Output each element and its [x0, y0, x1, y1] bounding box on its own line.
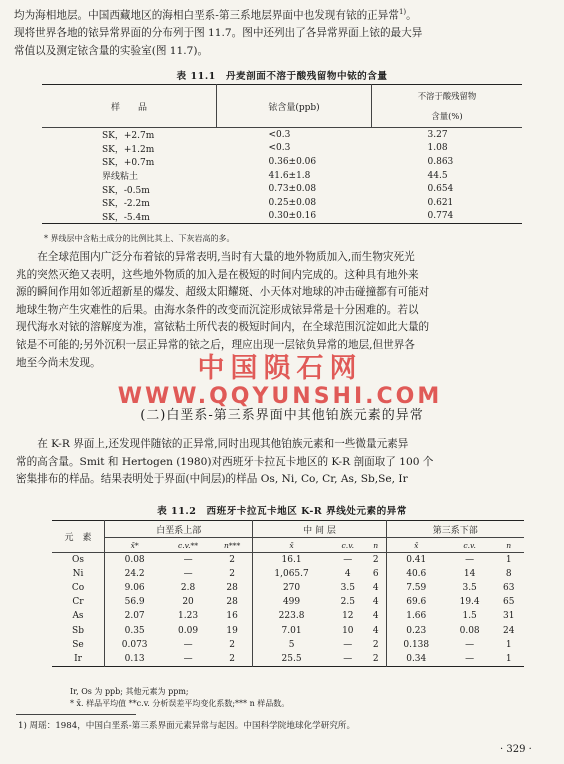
- section-title: (二)白垩系-第三系界面中其他铂族元素的异常: [140, 408, 424, 423]
- intro-line: [14, 4, 550, 25]
- table2-subhead: n***: [212, 538, 253, 553]
- table2-subhead: x̄: [289, 540, 294, 550]
- table2-cell-element: Sb: [52, 623, 105, 637]
- table2-cell-value: 2.07: [124, 611, 145, 622]
- table2-cell-value: —: [465, 639, 475, 650]
- table2-cell-value: 2: [212, 567, 253, 581]
- table2-cell-value: —: [465, 555, 475, 566]
- table2-cell-value: —: [465, 653, 475, 664]
- table2-cell-value: 31: [502, 611, 515, 622]
- para2-line: 源的瞬间作用如邻近超新星的爆发、超级太阳耀斑、小天体对地球的冲击碰撞都有可能对: [16, 286, 430, 299]
- table2-cell-value: 2: [212, 638, 253, 652]
- table2-cell-value: 7.01: [281, 625, 302, 636]
- table2-cell-value: 2.8: [180, 583, 196, 594]
- table2: [52, 520, 524, 667]
- table1-cell-ir: 41.6±1.8: [268, 170, 311, 181]
- table2-cell-value: 19.4: [459, 597, 480, 608]
- table2-cell-value: 6: [366, 567, 386, 581]
- table2-subhead: x̄: [414, 540, 419, 550]
- watermark-title: 中国陨石网: [197, 353, 363, 384]
- paragraph-pge-anomaly: [16, 436, 550, 489]
- table2-cell-value: 2: [366, 553, 386, 568]
- table1: [42, 84, 522, 224]
- table2-row: [52, 595, 524, 609]
- table2-cell-value: 0.08: [124, 555, 145, 566]
- watermark-url: WWW.QQYUNSHI.COM: [117, 384, 443, 409]
- table1-row: [42, 169, 522, 183]
- table2-subhead: n: [506, 540, 512, 550]
- table2-cell-value: 1.5: [462, 611, 477, 622]
- table2-subhead-row: [52, 538, 524, 553]
- table2-cell-value: 2: [366, 638, 386, 652]
- table2-cell-value: 4: [366, 623, 386, 637]
- table2-cell-element: Se: [52, 638, 105, 652]
- table2-row: [52, 623, 524, 637]
- para3-line: 在 K-R 界面上,还发现伴随铱的正异常,同时出现其他铂族元素和一些微量元素异: [37, 438, 409, 450]
- table2-row: [52, 652, 524, 667]
- table2-note-units: Ir, Os 为 ppb; 其他元素为 ppm;: [70, 687, 189, 696]
- footnote-rule: [16, 714, 136, 715]
- table1-note: * 界线层中含粘土成分的比例比其上、下灰岩高的多。: [44, 234, 235, 243]
- table1-cell-ir: 0.73±0.08: [268, 184, 317, 195]
- table2-subhead: x̄*: [130, 540, 139, 550]
- table2-cell-value: 0.138: [403, 639, 430, 650]
- table1-cell-sample: SK，+2.7m: [102, 131, 155, 142]
- page-number: · 329 ·: [500, 744, 532, 755]
- table1-header-row: [42, 85, 522, 128]
- table2-cell-value: 65: [502, 597, 515, 608]
- table2-cell-value: 0.073: [121, 639, 148, 650]
- table1-cell-sample: SK，-2.2m: [102, 199, 150, 210]
- intro-paragraph: [14, 4, 550, 60]
- table1-caption: 表 11.1 丹麦剖面不溶于酸残留物中铱的含量: [176, 71, 388, 82]
- intro-end: 。: [406, 9, 417, 22]
- table2-cell-value: 1.23: [178, 611, 199, 622]
- table2-cell-value: 69.6: [406, 597, 427, 608]
- table2-cell-value: 14: [463, 569, 476, 580]
- table2-row: [52, 638, 524, 652]
- table1-cell-sample: SK，-0.5m: [102, 185, 150, 196]
- table2-cell-value: 16: [212, 609, 253, 623]
- table2-cell-value: 1,065.7: [274, 569, 309, 580]
- table1-cell-residue: 44.5: [427, 170, 448, 181]
- table2-cell-value: 63: [502, 583, 515, 594]
- table2-cell-value: 499: [282, 597, 301, 608]
- table2-cell-value: 0.41: [406, 555, 427, 566]
- table1-row: [42, 210, 522, 224]
- para2-line: 在全球范围内广泛分布着铱的异常表明,当时有大量的地外物质加入,而生物灾死光: [37, 251, 415, 263]
- table2-cell-value: —: [183, 639, 193, 650]
- table2-cell-value: 8: [505, 569, 512, 580]
- table2-cell-value: —: [183, 653, 193, 664]
- table1-cell-sample: 界线粘土: [102, 172, 139, 183]
- table2-header-tertiary: 第三系下部: [432, 525, 478, 536]
- table2-subhead: c.v.: [341, 540, 355, 550]
- table2-cell-value: 1: [505, 555, 512, 566]
- footnote-ref: 1): [398, 8, 407, 16]
- table2-cell-value: 0.23: [406, 625, 427, 636]
- table2-cell-element: Ir: [52, 652, 105, 667]
- table2-cell-value: 24: [502, 625, 515, 636]
- footnote: 1) 周瑶：1984，中国白垩系-第三系界面元素异常与起因。中国科学院地球化学研究所。: [18, 721, 356, 731]
- table1-cell-ir: 0.36±0.06: [268, 156, 317, 167]
- table2-cell-value: 28: [212, 595, 253, 609]
- table2-cell-value: —: [343, 639, 353, 650]
- table1-cell-residue: 3.27: [427, 129, 448, 140]
- table2-header-element: 元 素: [52, 521, 105, 553]
- para2-line: 铱是不可能的;另外沉积一层正异常的铱之后，理应出现一层铱负异常的地层,但世界各: [16, 338, 415, 351]
- table1-cell-sample: SK，+0.7m: [102, 158, 155, 169]
- table2-cell-value: 1: [505, 639, 512, 650]
- table2-cell-value: 2: [212, 553, 253, 568]
- site-watermark: [100, 354, 460, 410]
- table2-header-middle: 中 间 层: [253, 521, 386, 538]
- table2-cell-value: 3.5: [340, 583, 355, 594]
- table2-cell-element: Ni: [52, 567, 105, 581]
- table1-row: [42, 155, 522, 169]
- table2-cell-value: 4: [344, 569, 351, 580]
- table2-cell-value: 0.08: [459, 625, 480, 636]
- table1-header-sample: 样 品: [42, 85, 217, 128]
- table2-cell-value: 2: [212, 652, 253, 667]
- para3-line: 常的高含量。Smit 和 Hertogen (1980)对西班牙卡拉瓦卡地区的 K-R 剖面取了 100 个: [16, 455, 434, 468]
- table1-cell-sample: SK，-5.4m: [102, 212, 150, 223]
- table2-cell-value: 19: [212, 623, 253, 637]
- table2-row: [52, 581, 524, 595]
- table2-group-row: [52, 521, 524, 538]
- table2-cell-value: 4: [366, 609, 386, 623]
- table2-notes: [70, 686, 530, 710]
- table2-cell-value: 16.1: [281, 555, 302, 566]
- table2-cell-value: 0.34: [406, 653, 427, 664]
- table2-cell-value: 25.5: [281, 653, 302, 664]
- intro-line: 常值以及测定铱含量的实验室(图 11.7)。: [14, 44, 209, 57]
- table1-cell-residue: 0.654: [427, 184, 454, 195]
- table1-cell-sample: SK，+1.2m: [102, 144, 155, 155]
- table2-cell-value: 1: [505, 653, 512, 664]
- para2-line: 地球生物产生灾难性的后果。由海水条件的改变而沉淀形成铱异常是十分困难的。若以: [16, 303, 419, 316]
- table2-subhead: n: [366, 538, 386, 553]
- table2-cell-value: 10: [342, 625, 354, 636]
- table2-note-legend: * x̄. 样品平均值 **c.v. 分析误差平均变化系数;*** n 样品数。: [70, 699, 290, 708]
- table2-cell-element: Co: [52, 581, 105, 595]
- table2-cell-value: 2: [366, 652, 386, 667]
- table2-row: [52, 553, 524, 568]
- table1-cell-residue: 0.621: [427, 197, 454, 208]
- table2-cell-value: 3.5: [462, 583, 477, 594]
- table2-cell-value: 0.09: [178, 625, 199, 636]
- intro-line: 现将世界各地的铱异常界面的分布列于图 11.7。图中还列出了各异常界面上铱的最大异: [14, 27, 423, 40]
- para2-line: 地至今尚未发现。: [16, 356, 101, 369]
- para3-line: 密集排布的样品。结果表明处于界面(中间层)的样品 Os, Ni, Co, Cr, As, Sb,Se, Ir: [16, 473, 408, 486]
- table2-subhead: c.v.: [463, 540, 476, 550]
- table1-row: [42, 196, 522, 210]
- table2-cell-value: 2.5: [340, 597, 355, 608]
- table2-cell-value: 270: [282, 583, 301, 594]
- table1-cell-residue: 0.774: [427, 211, 454, 222]
- table1-header-ir: 铱含量(ppb): [217, 85, 372, 128]
- table2-cell-value: 56.9: [124, 597, 145, 608]
- table1-header-residue-l1: 不溶于酸残留物: [417, 91, 477, 101]
- para2-line: 兆的突然灭绝又表明，这些地外物质的加入是在极短的时间内完成的。这种具有地外来: [16, 268, 419, 281]
- table2-cell-element: As: [52, 609, 105, 623]
- table1-cell-ir: <0.3: [268, 143, 291, 154]
- table1-row: [42, 128, 522, 142]
- table2-cell-value: 0.13: [124, 653, 145, 664]
- table2-cell-value: 7.59: [406, 583, 427, 594]
- table2-cell-value: 5: [288, 639, 295, 650]
- table1-cell-residue: 1.08: [427, 143, 448, 154]
- table2-cell-value: 28: [212, 581, 253, 595]
- table2-row: [52, 567, 524, 581]
- table2-cell-value: 4: [366, 595, 386, 609]
- table1-row: [42, 142, 522, 156]
- table2-cell-value: 24.2: [124, 569, 145, 580]
- table1-cell-residue: 0.863: [427, 156, 454, 167]
- table1-header-residue: [372, 85, 523, 128]
- table2-cell-value: —: [183, 569, 193, 580]
- table2-header-cretaceous: 白垩系上部: [105, 521, 253, 538]
- table2-cell-element: Os: [52, 553, 105, 568]
- table2-cell-value: 1.66: [406, 611, 427, 622]
- table2-cell-value: 9.06: [124, 583, 145, 594]
- table2-cell-value: 40.6: [406, 569, 427, 580]
- table2-cell-value: —: [343, 653, 353, 664]
- table2-cell-value: —: [343, 555, 353, 566]
- table2-cell-element: Cr: [52, 595, 105, 609]
- table2-subhead: c.v.**: [178, 540, 199, 550]
- table1-header-residue-l2: 含量(%): [431, 111, 463, 121]
- table1-cell-ir: 0.30±0.16: [268, 211, 317, 222]
- intro-text: 均为海相地层。中国西藏地区的海相白垩系-第三系地层界面中也发现有铱的正异常: [14, 9, 399, 22]
- table1-row: [42, 182, 522, 196]
- table2-caption: 表 11.2 西班牙卡拉瓦卡地区 K-R 界线处元素的异常: [157, 506, 407, 517]
- table1-cell-ir: 0.25±0.08: [268, 197, 317, 208]
- table2-cell-value: —: [183, 555, 193, 566]
- table2-row: [52, 609, 524, 623]
- table2-cell-value: 0.35: [124, 625, 145, 636]
- para2-line: 现代海水对铱的溶解度为准，富铱粘土所代表的极短时间内，在全球范围沉淀如此大量的: [16, 321, 430, 334]
- table2-cell-value: 20: [182, 597, 194, 608]
- table2-cell-value: 4: [366, 581, 386, 595]
- table2-cell-value: 12: [342, 611, 354, 622]
- table1-cell-ir: <0.3: [268, 129, 291, 140]
- table2-cell-value: 223.8: [278, 611, 305, 622]
